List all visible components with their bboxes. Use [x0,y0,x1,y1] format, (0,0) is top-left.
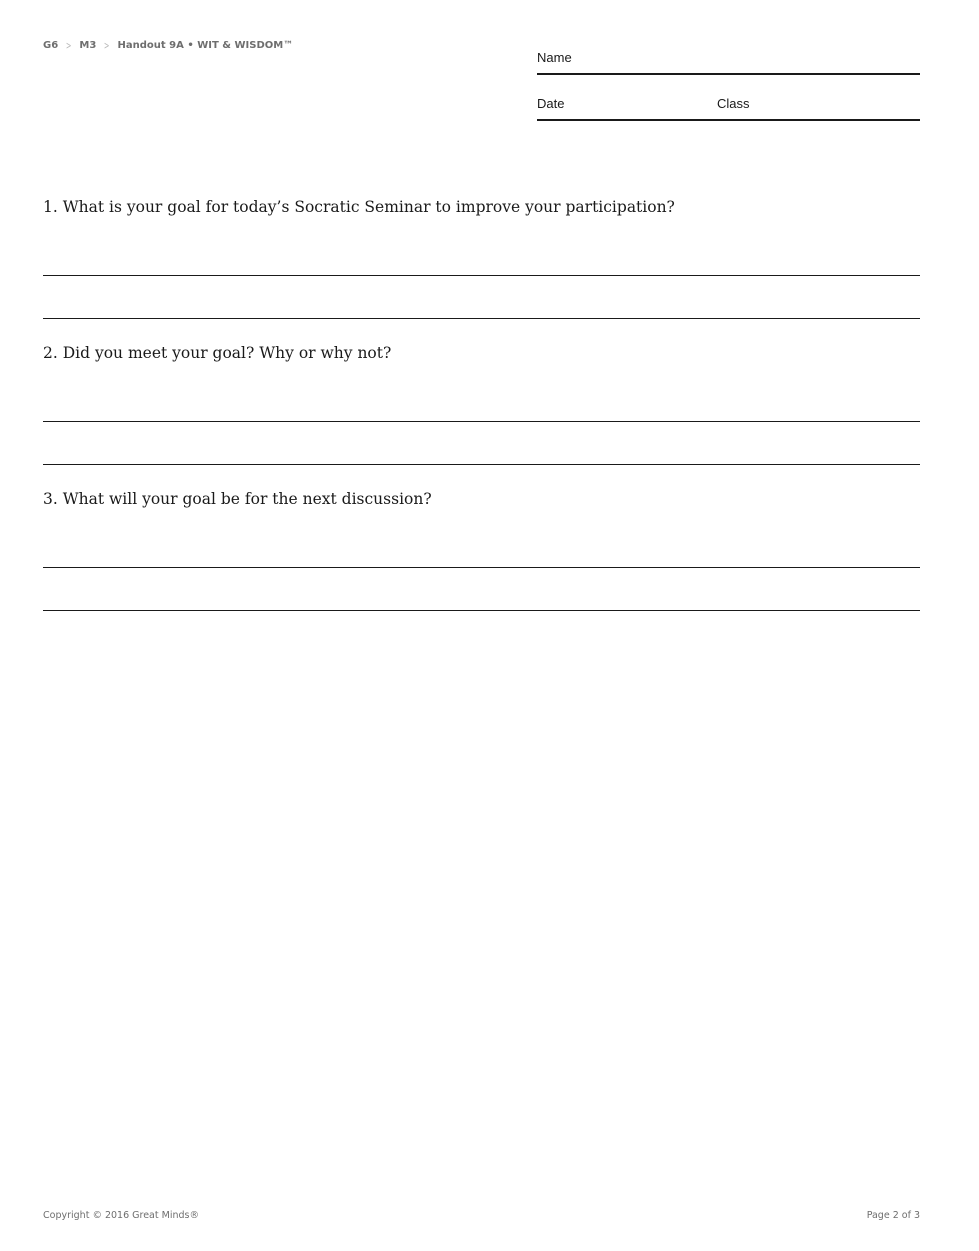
question-3 [43,490,920,508]
breadcrumb-handout: Handout 9A • WIT & WISDOM™ [117,40,294,51]
name-field[interactable] [537,48,920,75]
student-info-fields [537,48,920,121]
breadcrumb [43,39,293,52]
answer-line[interactable] [43,567,920,568]
copyright-notice: Copyright © 2016 Great Minds® [43,1210,199,1221]
answer-line[interactable] [43,421,920,422]
breadcrumb-module: M3 [79,40,97,51]
answer-line[interactable] [43,610,920,611]
question-1-text: 1. What is your goal for today’s Socratic Seminar to improve your participation? [43,198,675,216]
answer-line[interactable] [43,275,920,276]
page-number: Page 2 of 3 [866,1210,920,1221]
date-class-field[interactable] [537,94,920,121]
date-label: Date [537,96,565,111]
answer-line[interactable] [43,464,920,465]
question-1 [43,198,920,216]
chevron-right-icon: > [66,39,72,52]
answer-line[interactable] [43,318,920,319]
breadcrumb-grade: G6 [43,40,59,51]
question-2-text: 2. Did you meet your goal? Why or why not? [43,344,392,362]
class-label: Class [717,96,750,111]
name-label: Name [537,50,572,65]
question-2 [43,344,920,362]
question-3-text: 3. What will your goal be for the next discussion? [43,490,432,508]
chevron-right-icon: > [104,39,110,52]
